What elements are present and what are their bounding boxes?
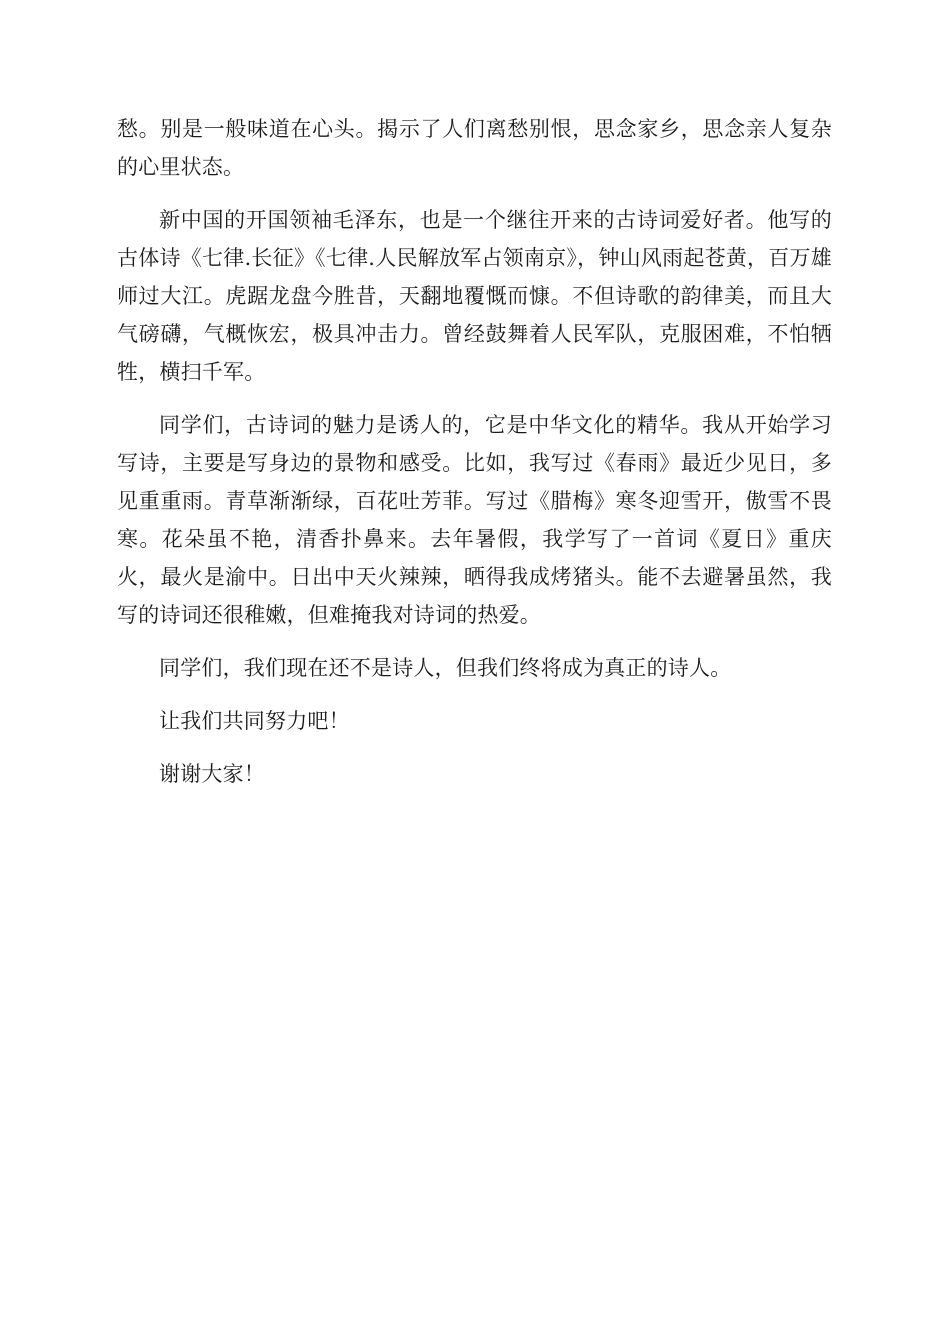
paragraph-thanks: 谢谢大家！ xyxy=(159,762,265,786)
paragraph-encouragement: 让我们共同努力吧！ xyxy=(159,709,350,733)
paragraph-poetry-charm: 同学们，古诗词的魅力是诱人的，它是中华文化的精华。我从开始学习写诗，主要是写身边的景物和感受。比如，我写过《春雨》最近少见日，多见重重雨。青草渐渐绿，百花吐芳菲。写过《腊梅》寒冬迎雪开，傲雪不畏寒。花朵虽不艳，清香扑鼻来。去年暑假，我学写了一首词《夏日》重庆火，最火是渝中。日出中天火辣辣，晒得我成烤猪头。能不去避暑虽然，我写的诗词还很稚嫩，但难掩我对诗词的热爱。 xyxy=(117,413,832,627)
paragraph-mao-zedong: 新中国的开国领袖毛泽东，也是一个继往开来的古诗词爱好者。他写的古体诗《七律.长征》《七律.人民解放军占领南京》，钟山风雨起苍黄，百万雄师过大江。虎踞龙盘今胜昔，天翻地覆慨而慷。不但诗歌的韵律美，而且大气磅礴，气概恢宏，极具冲击力。曾经鼓舞着人民军队，克服困难，不怕牺牲，横扫千军。 xyxy=(117,208,832,384)
paragraph-continuation: 愁。别是一般味道在心头。揭示了人们离愁别恨，思念家乡，思念亲人复杂的心里状态。 xyxy=(117,117,832,179)
paragraph-future-poets: 同学们，我们现在还不是诗人，但我们终将成为真正的诗人。 xyxy=(159,656,732,680)
document-body xyxy=(117,110,832,808)
